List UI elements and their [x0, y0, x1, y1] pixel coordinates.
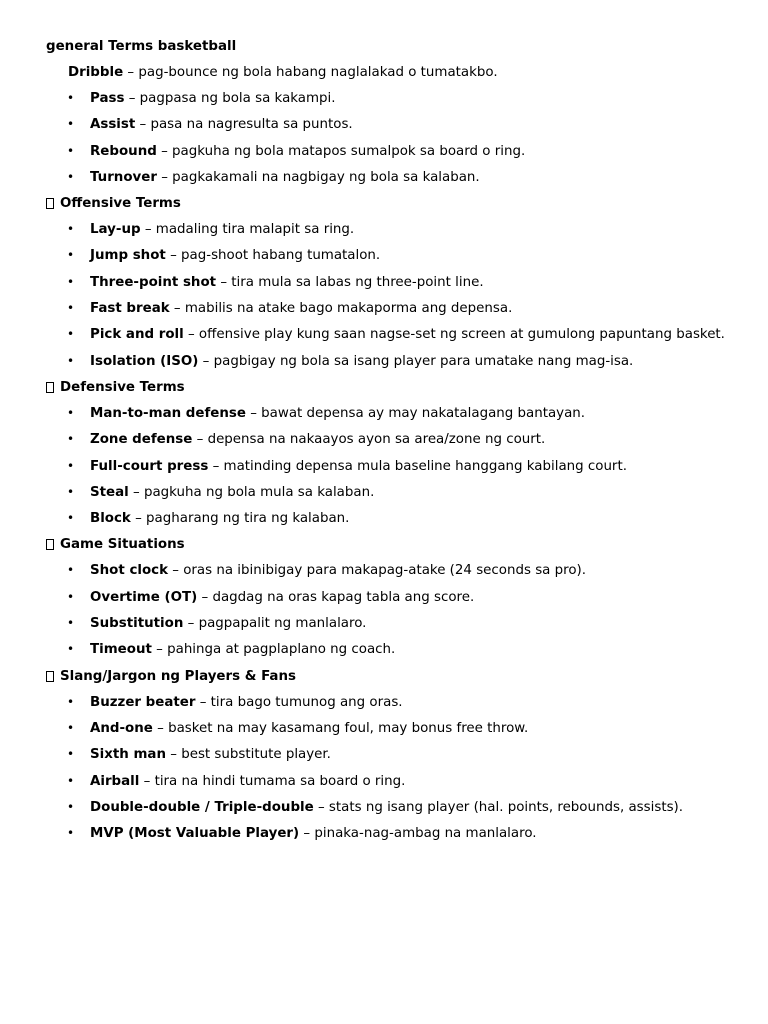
- list-item: [46, 825, 728, 842]
- term-name: Zone defense: [90, 432, 193, 448]
- term-definition: – dagdag na oras kapag tabla ang score.: [197, 589, 475, 605]
- bullet-icon: •: [67, 117, 75, 132]
- bullet-icon: •: [67, 563, 75, 578]
- term-name: Shot clock: [90, 563, 169, 579]
- term-name: Rebound: [90, 143, 157, 159]
- document-title: general Terms basketball: [46, 39, 237, 54]
- list-item: [46, 484, 728, 501]
- bullet-icon: •: [67, 484, 75, 499]
- list-item: [46, 773, 728, 790]
- missing-glyph-icon: [46, 198, 54, 209]
- bullet-icon: •: [67, 747, 75, 762]
- term-definition: – pagkakamali na nagbigay ng bola sa kalaban.: [156, 169, 480, 185]
- bullet-icon: •: [67, 826, 75, 841]
- term-definition: – tira bago tumunog ang oras.: [195, 694, 403, 710]
- bullet-icon: •: [67, 405, 75, 420]
- defensive-terms-list: [46, 405, 728, 527]
- slang-terms-list: [46, 694, 728, 842]
- list-item: [46, 221, 728, 238]
- bullet-icon: •: [67, 353, 75, 368]
- list-item: [46, 720, 728, 737]
- term-definition: – matinding depensa mula baseline hanggang kabilang court.: [208, 458, 627, 474]
- term-definition: – oras na ibinibigay para makapag-atake (24 seconds sa pro).: [168, 563, 587, 579]
- list-item: [46, 589, 728, 606]
- term-name: Dribble: [68, 65, 124, 80]
- list-item: [46, 90, 728, 107]
- list-item: [46, 694, 728, 711]
- bullet-icon: •: [67, 143, 75, 158]
- term-definition: – tira na hindi tumama sa board o ring.: [139, 773, 406, 789]
- term-name: Isolation (ISO): [90, 353, 199, 369]
- bullet-icon: •: [67, 222, 75, 237]
- term-name: Overtime (OT): [90, 589, 198, 605]
- section-heading-offensive: [46, 195, 728, 212]
- bullet-icon: •: [67, 458, 75, 473]
- bullet-icon: •: [67, 248, 75, 263]
- term-definition: – pagkuha ng bola matapos sumalpok sa board o ring.: [156, 143, 526, 159]
- bullet-icon: •: [67, 169, 75, 184]
- bullet-icon: •: [67, 589, 75, 604]
- lead-term-item: [68, 64, 728, 81]
- term-definition: – tira mula sa labas ng three-point line.: [216, 274, 484, 290]
- term-definition: – pagkuha ng bola mula sa kalaban.: [128, 484, 375, 500]
- term-name: Assist: [90, 117, 136, 133]
- term-name: Full-court press: [90, 458, 209, 474]
- list-item: [46, 746, 728, 763]
- list-item: [46, 300, 728, 317]
- list-item: [46, 431, 728, 448]
- list-item: [46, 143, 728, 160]
- game-situations-list: [46, 562, 728, 658]
- list-item: [46, 562, 728, 579]
- term-definition: – stats ng isang player (hal. points, rebounds, assists).: [313, 799, 684, 815]
- bullet-icon: •: [67, 274, 75, 289]
- term-name: Timeout: [90, 642, 152, 658]
- term-name: Man-to-man defense: [90, 405, 246, 421]
- bullet-icon: •: [67, 694, 75, 709]
- term-name: Lay-up: [90, 222, 141, 238]
- section-heading-slang: [46, 668, 728, 685]
- section-heading-text: Offensive Terms: [60, 196, 181, 212]
- list-item: [46, 458, 728, 475]
- term-definition: – madaling tira malapit sa ring.: [140, 222, 355, 238]
- term-name: Turnover: [90, 169, 157, 185]
- term-name: Pick and roll: [90, 327, 184, 343]
- section-heading-text: Defensive Terms: [60, 379, 185, 395]
- term-name: Fast break: [90, 301, 170, 317]
- term-definition: – pagbigay ng bola sa isang player para umatake nang mag-isa.: [198, 353, 634, 369]
- term-definition: – best substitute player.: [166, 747, 331, 763]
- bullet-icon: •: [67, 616, 75, 631]
- bullet-icon: •: [67, 511, 75, 526]
- term-name: Sixth man: [90, 747, 166, 763]
- list-item: [46, 641, 728, 658]
- list-item: [46, 510, 728, 527]
- bullet-icon: •: [67, 720, 75, 735]
- term-name: MVP (Most Valuable Player): [90, 826, 300, 842]
- list-item: [46, 405, 728, 422]
- term-name: Steal: [90, 484, 129, 500]
- term-definition: – pagharang ng tira ng kalaban.: [130, 511, 350, 527]
- section-heading-text: Slang/Jargon ng Players & Fans: [60, 668, 296, 684]
- section-heading-game-situations: [46, 536, 728, 553]
- term-name: Three-point shot: [90, 274, 217, 290]
- bullet-icon: •: [67, 91, 75, 105]
- term-name: Buzzer beater: [90, 694, 196, 710]
- section-heading-defensive: [46, 379, 728, 396]
- offensive-terms-list: [46, 221, 728, 369]
- term-name: Block: [90, 511, 131, 527]
- list-item: [46, 615, 728, 632]
- missing-glyph-icon: [46, 671, 54, 682]
- term-name: Pass: [90, 91, 125, 106]
- term-definition: – depensa na nakaayos ayon sa area/zone ng court.: [192, 432, 546, 448]
- term-name: Substitution: [90, 616, 184, 632]
- list-item: [46, 799, 728, 816]
- term-name: Jump shot: [90, 248, 166, 264]
- missing-glyph-icon: [46, 382, 54, 393]
- term-definition: – pinaka-nag-ambag na manlalaro.: [299, 826, 537, 842]
- term-definition: – bawat depensa ay may nakatalagang bantayan.: [245, 405, 586, 421]
- bullet-icon: •: [67, 432, 75, 447]
- term-definition: – pag-bounce ng bola habang naglalakad o tumatakbo.: [123, 65, 498, 80]
- bullet-icon: •: [67, 799, 75, 814]
- list-item: [46, 247, 728, 264]
- general-terms-list: [46, 90, 728, 186]
- term-definition: – pagpasa ng bola sa kakampi.: [124, 91, 336, 106]
- term-definition: – pag-shoot habang tumatalon.: [165, 248, 381, 264]
- list-item: [46, 116, 728, 133]
- term-definition: – basket na may kasamang foul, may bonus free throw.: [152, 720, 529, 736]
- term-definition: – mabilis na atake bago makaporma ang depensa.: [169, 301, 513, 317]
- bullet-icon: •: [67, 301, 75, 316]
- section-heading-text: Game Situations: [60, 537, 185, 553]
- list-item: [46, 353, 728, 370]
- list-item: [46, 274, 728, 291]
- term-definition: – pahinga at pagplaplano ng coach.: [151, 642, 396, 658]
- missing-glyph-icon: [46, 539, 54, 550]
- term-name: And-one: [90, 720, 153, 736]
- bullet-icon: •: [67, 773, 75, 788]
- term-name: Double-double / Triple-double: [90, 799, 314, 815]
- bullet-icon: •: [67, 642, 75, 657]
- list-item: [46, 169, 728, 186]
- term-definition: – pasa na nagresulta sa puntos.: [135, 117, 353, 133]
- term-definition: – offensive play kung saan nagse-set ng screen at gumulong papuntang basket.: [183, 327, 725, 343]
- term-name: Airball: [90, 773, 140, 789]
- bullet-icon: •: [67, 327, 75, 342]
- list-item: [46, 326, 728, 343]
- term-definition: – pagpapalit ng manlalaro.: [183, 616, 367, 632]
